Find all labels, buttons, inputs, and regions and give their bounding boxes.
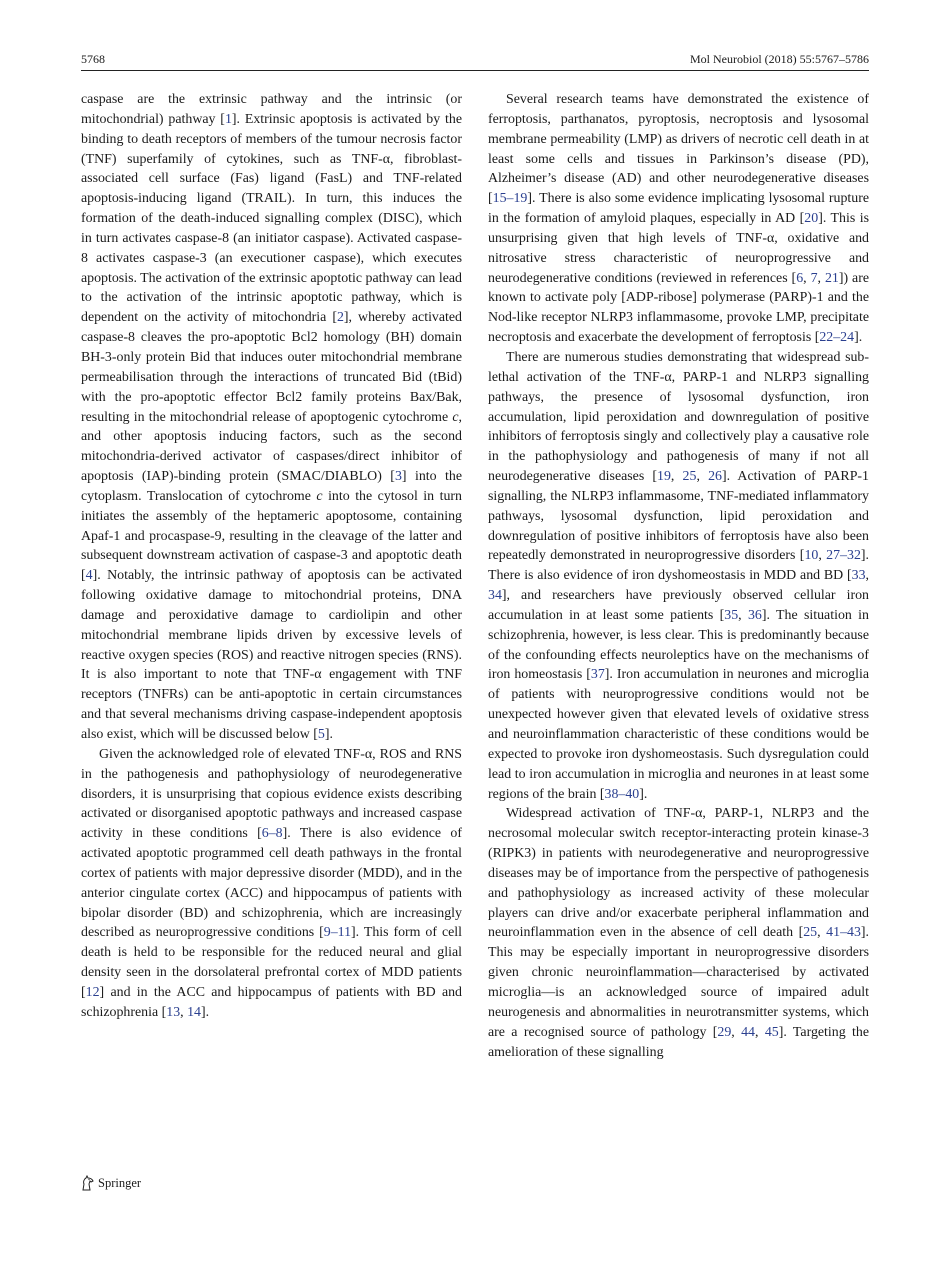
text-run: , and other apoptosis inducing factors, such as the second mitochondria-derived activator of caspases/direct inhibitor of apoptosis (IAP)-binding protein (SMAC/DIABLO) [ [81, 409, 462, 485]
running-header [81, 52, 869, 70]
citation-link[interactable]: 25 [682, 469, 697, 485]
text-run: Widespread activation of TNF-α, PARP-1, NLRP3 and the necrosomal molecular switch receptor-interacting protein kinase-3 (RIPK3) in patients with neurodegenerative and neuroprogressive diseases may be of importance from the perspective of pathogenesis and pathophysiology as increased activity of these molecular players can drive and/or exacerbate peripheral inflammation and neuroinflammation even in the absence of cell death [ [488, 806, 869, 941]
italic-text: c [452, 409, 459, 425]
text-run: ] into the cytoplasm. Translocation of cytochrome [81, 469, 463, 504]
citation-link[interactable]: 45 [764, 1024, 779, 1040]
journal-reference: Mol Neurobiol (2018) 55:5767–5786 [690, 52, 869, 66]
citation-link[interactable]: 26 [708, 469, 722, 485]
text-run: ]. This is unsurprising given that high levels of TNF-α, oxidative and nitrosative stress characteristic of neuroprogressive and neurodegenerative conditions (reviewed in references [ [488, 211, 869, 286]
citation-link[interactable]: 44 [741, 1024, 755, 1040]
text-run: ]. [200, 1004, 210, 1020]
text-run: ]. There is also evidence of iron dyshomeostasis in MDD and BD [ [488, 548, 869, 584]
text-run: , [731, 1024, 742, 1040]
citation-link[interactable]: 2 [336, 310, 344, 326]
citation-link[interactable]: 21 [824, 270, 839, 286]
citation-link[interactable]: 6 [796, 270, 804, 286]
paragraph [81, 745, 462, 1023]
publisher-name: Springer [98, 1175, 142, 1190]
citation-link[interactable]: 3 [394, 469, 402, 485]
text-run: ]. Targeting the amelioration of these signalling [488, 1024, 869, 1060]
text-run: ]. There is also some evidence implicating lysosomal rupture in the formation of amyloid plaques, especially in AD [ [488, 191, 869, 227]
citation-link[interactable]: 9–11 [323, 925, 352, 941]
citation-link[interactable]: 12 [85, 984, 100, 1000]
citation-link[interactable]: 1 [224, 111, 232, 127]
text-run: Several research teams have demonstrated the existence of ferroptosis, parthanatos, pyroptosis, necroptosis and lysosomal membrane permeability (LMP) as drivers of necrotic cell death in at least some cells and tissues in Parkinson’s disease (PD), Alzheimer’s disease (AD) and other neurodegenerative diseases [ [488, 92, 869, 207]
paragraph [81, 90, 462, 745]
italic-text: c [316, 488, 323, 504]
citation-link[interactable]: 19 [657, 469, 671, 485]
text-run: ]. This may be especially important in neuroprogressive disorders given chronic neuroinflammation—characterised by activated microglia—is an acknowledged source of impaired adult neurogenesis and abnormalities in neurotransmitter systems, which are a recognised source of pathology [ [488, 925, 870, 1040]
paragraph [488, 804, 869, 1062]
text-run: ] and in the ACC and hippocampus of patients with BD and schizophrenia [ [81, 984, 462, 1020]
citation-link[interactable]: 37 [590, 667, 605, 683]
citation-link[interactable]: 7 [810, 270, 818, 286]
page-number: 5768 [81, 52, 105, 66]
paragraph [488, 90, 869, 348]
citation-link[interactable]: 15–19 [492, 191, 528, 207]
text-run: ]. There is also evidence of activated apoptotic programmed cell death pathways in the frontal cortex of patients with major depressive disorder (MDD), and in the anterior cingulate cortex (ACC) and hippocampus of patients with bipolar disorder (BD) and schizophrenia, which are increasingly described as neuroprogressive conditions [ [81, 826, 462, 941]
text-run: ], whereby activated caspase-8 cleaves the pro-apoptotic Bcl2 homology (BH) domain BH-3-only protein Bid that induces outer mitochondrial membrane permeabilisation through the interactions of truncated Bid (tBid) with the pro-apoptotic effector Bcl2 family proteins Bax/Bak, resulting in the mitochondrial release of apoptogenic cytochrome [81, 310, 463, 425]
text-run: , [180, 1004, 188, 1020]
text-run: ]. Notably, the intrinsic pathway of apoptosis can be activated following oxidative damage to mitochondrial proteins, DNA damage and peroxidative damage to cardiolipin and other mitochondrial membrane lipids driven by excessive levels of reactive oxygen species (ROS) and reactive nitrogen species (RNS). It is also important to note that TNF-α engagement with TNF receptors (TNFRs) can be anti-apoptotic in certain circumstances and that several mechanisms driving caspase-independent apoptosis also exist, which will be discussed below [ [81, 568, 462, 742]
text-run: , [754, 1024, 765, 1040]
text-run: , [738, 607, 748, 623]
text-run: ]. [324, 727, 333, 742]
text-run: ]. This form of cell death is held to be responsible for the reduced neural and glial density seen in the dorsolateral prefrontal cortex of MDD patients [ [81, 925, 462, 1000]
text-run: , [803, 270, 811, 286]
page-footer [81, 1174, 141, 1192]
left-column [81, 90, 462, 1023]
citation-link[interactable]: 25 [803, 925, 818, 941]
header-rule [81, 70, 869, 71]
citation-link[interactable]: 33 [851, 568, 866, 584]
citation-link[interactable]: 36 [747, 607, 762, 623]
citation-link[interactable]: 10 [804, 548, 819, 564]
text-run: ]. [639, 786, 648, 802]
text-run: , [696, 469, 709, 485]
right-column [488, 90, 869, 1062]
text-run: ]) are known to activate poly [ADP-ribose] polymerase (PARP)-1 and the Nod-like receptor NLRP3 inflammasome, provoke LMP, precipitate necroptosis and exacerbate the development of ferroptosis [ [488, 270, 869, 346]
citation-link[interactable]: 27–32 [826, 548, 861, 564]
text-run: There are numerous studies demonstrating that widespread sub-lethal activation of the TNF-α, PARP-1 and NLRP3 signalling pathways, the presence of lysosomal dysfunction, iron accumulation, lipid peroxidation and downregulation of positive inhibitors of ferroptosis singly and collectively play a causative role in the pathophysiology and pathogenesis of many if not all neurodegenerative diseases [ [488, 349, 869, 485]
paragraph [488, 348, 869, 804]
citation-link[interactable]: 34 [488, 588, 502, 604]
citation-link[interactable]: 41–43 [826, 925, 861, 941]
text-run: , [865, 568, 869, 584]
text-run: caspase are the extrinsic pathway and the intrinsic (or mitochondrial) pathway [ [81, 92, 462, 127]
text-run: , [817, 270, 825, 286]
citation-link[interactable]: 20 [804, 211, 819, 227]
text-run: , [670, 469, 683, 485]
text-run: into the cytosol in turn initiates the assembly of the heptameric apoptosome, containing Apaf-1 and procaspase-9, resulting in the cleavage of the latter and subsequent downstream activation of caspase-3 and apoptotic death [ [81, 488, 463, 584]
citation-link[interactable]: 38–40 [604, 786, 640, 802]
citation-link[interactable]: 13 [166, 1004, 181, 1020]
citation-link[interactable]: 4 [85, 568, 93, 584]
citation-link[interactable]: 35 [724, 607, 739, 623]
text-run: ]. [854, 330, 863, 346]
text-run: Given the acknowledged role of elevated TNF-α, ROS and RNS in the pathogenesis and pathophysiology of neurodegenerative disorders, it is unsurprising that copious evidence exists describing activated or disorganised apoptotic pathways and increased caspase activity in these conditions [ [81, 746, 462, 842]
springer-horse-icon [81, 1175, 95, 1191]
text-run: ], and researchers have previously observed cellular iron accumulation in at least some patients [ [488, 588, 869, 623]
text-run: ]. Activation of PARP-1 signalling, the NLRP3 inflammasome, TNF-mediated inflammatory pathways, lysosomal dysfunction, lipid peroxidation and downregulation of positive inhibitors of ferroptosis have also been repeatedly demonstrated in neuroprogressive disorders [ [488, 469, 869, 564]
text-run: , [818, 548, 827, 564]
citation-link[interactable]: 22–24 [819, 330, 855, 346]
citation-link[interactable]: 29 [717, 1024, 732, 1040]
citation-link[interactable]: 14 [187, 1004, 201, 1020]
text-run: ]. Iron accumulation in neurones and microglia of patients with neuroprogressive conditions would not be unexpected however given that elevated levels of oxidative stress and neuroinflammation characteristic of these conditions would be expected to provoke iron dyshomeostasis. Such dysregulation could lead to iron accumulation in microglia and neurones in at least some regions of the brain [ [488, 667, 869, 802]
text-run: ]. The situation in schizophrenia, however, is less clear. This is predominantly because of the confounding effects neuroleptics have on the mechanisms of iron homeostasis [ [488, 607, 869, 683]
citation-link[interactable]: 6–8 [261, 826, 283, 842]
text-run: , [817, 925, 827, 941]
citation-link[interactable]: 5 [317, 727, 325, 742]
text-run: ]. Extrinsic apoptosis is activated by the binding to death receptors of members of the tumour necrosis factor (TNF) superfamily of cytokines, such as TNF-α, fibroblast-associated cell surface (Fas) ligand (FasL) and TNF-related apoptosis-inducing ligand (TRAIL). In turn, this induces the formation of the death-induced signalling complex (DISC), which in turn activates caspase-8 (an initiator caspase). Activated caspase-8 activates caspase-3 (an executioner caspase), which executes apoptosis. The activation of the extrinsic apoptotic pathway can lead to the activation of the intrinsic apoptotic pathway, which is dependent on the activity of mitochondria [ [81, 111, 462, 326]
